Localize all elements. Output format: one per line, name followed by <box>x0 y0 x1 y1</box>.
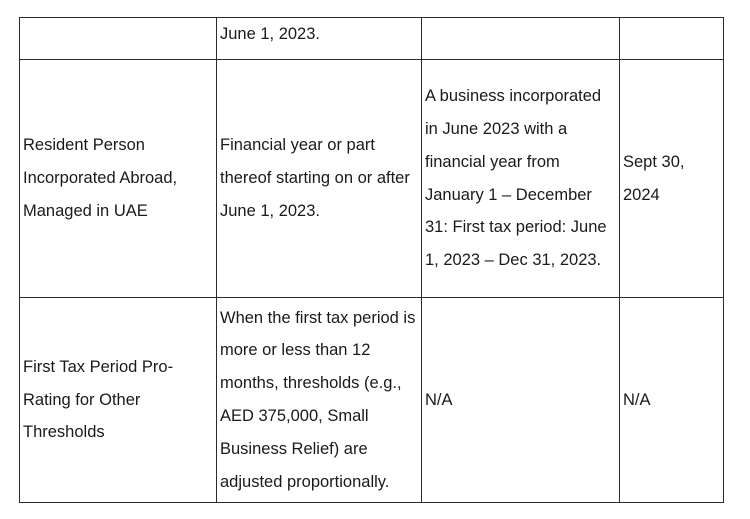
table-cell <box>422 60 620 298</box>
table-row <box>20 18 724 60</box>
table-row <box>20 298 724 503</box>
table-cell <box>20 18 217 60</box>
table-cell <box>20 298 217 503</box>
cell-text: N/A <box>425 390 453 409</box>
tax-period-table <box>19 17 724 503</box>
cell-text: First Tax Period Pro-Rating for Other Thresholds <box>23 357 174 442</box>
table-cell <box>217 298 422 503</box>
table-cell <box>620 18 724 60</box>
table-cell <box>620 60 724 298</box>
cell-text: Financial year or part thereof starting on or after June 1, 2023. <box>220 136 410 220</box>
table-cell <box>217 18 422 60</box>
cell-text: Resident Person Incorporated Abroad, Managed in UAE <box>23 136 178 220</box>
cell-text: June 1, 2023. <box>220 25 320 43</box>
table-cell <box>620 298 724 503</box>
cell-text: A business incorporated in June 2023 with a financial year from January 1 – December 31: First tax period: June 1, 2023 – Dec 31, 2023. <box>425 87 607 270</box>
cell-text: Sept 30, 2024 <box>623 152 685 204</box>
table-cell <box>217 60 422 298</box>
table-cell <box>422 298 620 503</box>
cell-text: N/A <box>623 390 651 409</box>
table-row <box>20 60 724 298</box>
table-cell <box>422 18 620 60</box>
cell-text: When the first tax period is more or less than 12 months, thresholds (e.g., AED 375,000, Small Business Relief) are adjusted proportionally. <box>220 308 416 491</box>
table-cell <box>20 60 217 298</box>
